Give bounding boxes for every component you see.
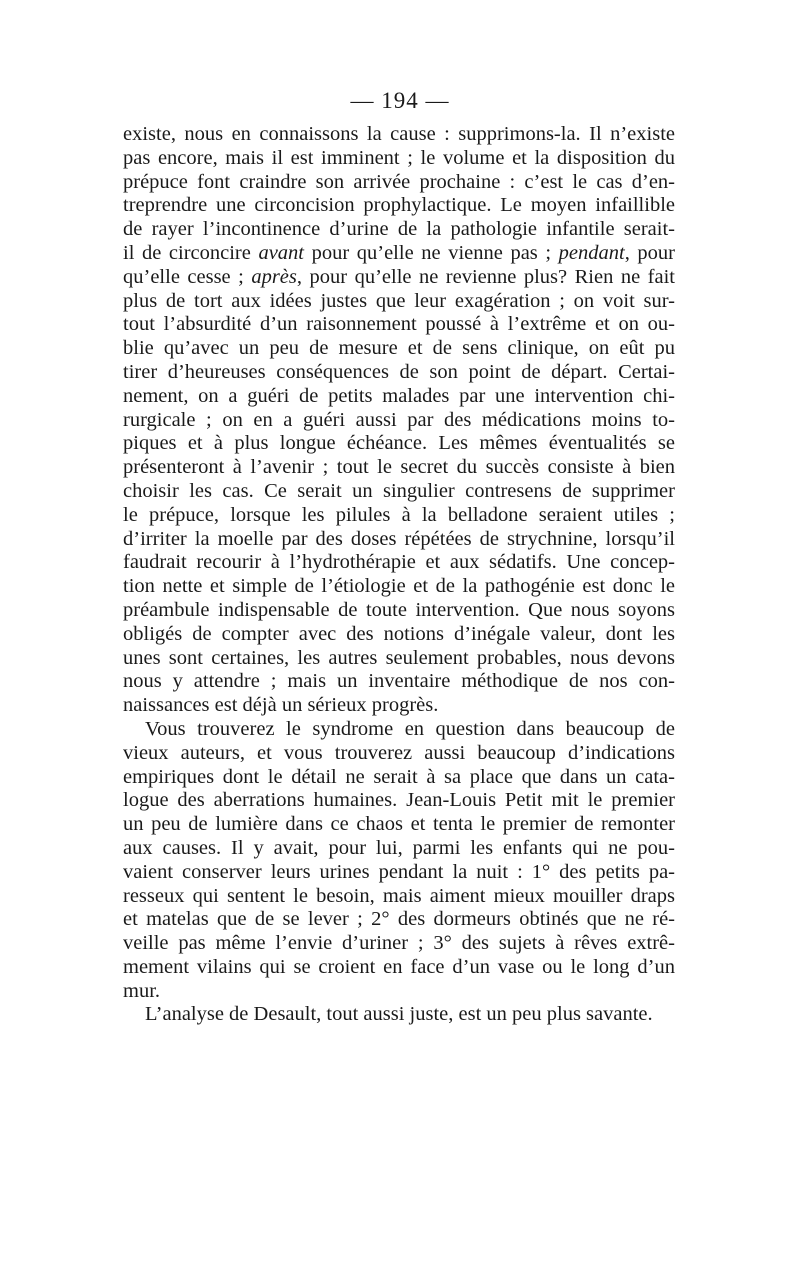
text-line: choisir les cas. Ce serait un singulier contresens de supprimer [123,479,675,502]
text-line: présenteront à l’avenir ; tout le secret du succès consiste à bien [123,456,675,479]
text-line: et matelas que de se lever ; 2° des dormeurs obtinés que ne ré- [123,908,675,931]
text-line: naissances est déjà un sérieux progrès. [123,694,439,717]
text-line: tion nette et simple de l’étiologie et de la pathogénie est donc le [123,575,675,598]
text-line: Vous trouverez le syndrome en question dans beaucoup de [145,717,675,740]
text-line: nous y attendre ; mais un inventaire méthodique de nos con- [123,670,675,693]
text-line: rurgicale ; on en a guéri aussi par des médications moins to- [123,408,675,431]
text-line: resseux qui sentent le besoin, mais aiment mieux mouiller draps [123,884,675,907]
text-line: obligés de compter avec des notions d’inégale valeur, dont les [123,622,675,645]
text-line: aux causes. Il y avait, pour lui, parmi les enfants qui ne pou- [123,836,675,859]
text-line: piques et à plus longue échéance. Les mêmes éventualités se [123,432,675,455]
text-line: blie qu’avec un peu de mesure et de sens clinique, on eût pu [123,337,675,360]
text-line: d’irriter la moelle par des doses répétées de strychnine, lorsqu’il [123,527,675,550]
text-line: tirer d’heureuses conséquences de son point de départ. Certai- [123,360,675,383]
text-line: mur. [123,979,161,1002]
page-number: — 194 — [350,88,450,113]
text-line: de rayer l’incontinence d’urine de la pathologie infantile serait- [123,218,675,241]
text-line: mement vilains qui se croient en face d’un vase ou le long d’un [123,955,675,978]
text-line: L’analyse de Desault, tout aussi juste, est un peu plus savante. [145,1003,653,1026]
text-line: préambule indispensable de toute intervention. Que nous soyons [123,598,675,621]
text-line: le prépuce, lorsque les pilules à la belladone seraient utiles ; [123,503,675,526]
text-line: un peu de lumière dans ce chaos et tenta le premier de remonter [123,813,675,836]
text-line: logue des aberrations humaines. Jean-Louis Petit mit le premier [123,789,675,812]
text-line: unes sont certaines, les autres seulement probables, nous devons [123,646,675,669]
text-line: vieux auteurs, et vous trouverez aussi beaucoup d’indications [123,741,675,764]
text-line: veille pas même l’envie d’uriner ; 3° des sujets à rêves extrê- [123,932,675,955]
text-line: qu’elle cesse ; après, pour qu’elle ne revienne plus? Rien ne fait [123,265,675,288]
text-line: treprendre une circoncision prophylactique. Le moyen infaillible [123,194,675,217]
body-text [123,123,675,1027]
text-line: faudrait recourir à l’hydrothérapie et aux sédatifs. Une concep- [123,551,675,574]
text-line: nement, on a guéri de petits malades par une intervention chi- [123,384,675,407]
text-line: existe, nous en connaissons la cause : supprimons-la. Il n’existe [123,123,675,145]
text-line: il de circoncire avant pour qu’elle ne vienne pas ; pendant, pour [123,241,675,264]
text-line: tout l’absurdité d’un raisonnement poussé à l’extrême et on ou- [123,313,675,336]
text-line: empiriques dont le détail ne serait à sa place que dans un cata- [123,765,675,788]
text-line: prépuce font craindre son arrivée prochaine : c’est le cas d’en- [123,170,675,193]
text-line: pas encore, mais il est imminent ; le volume et la disposition du [123,146,675,169]
text-line: plus de tort aux idées justes que leur exagération ; on voit sur- [123,289,675,312]
text-line: vaient conserver leurs urines pendant la nuit : 1° des petits pa- [123,860,675,883]
